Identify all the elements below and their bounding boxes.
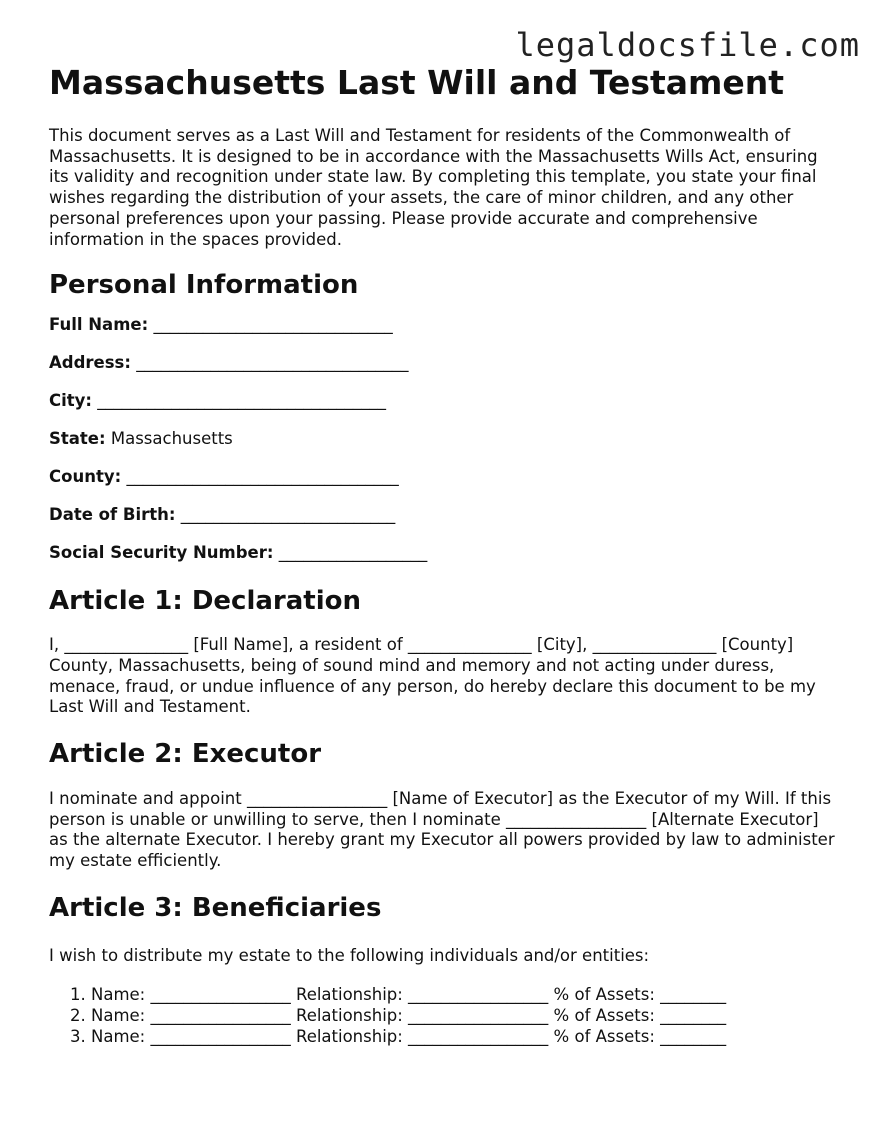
field-value: _________________________________ [126, 467, 399, 487]
beneficiary-list [49, 984, 849, 1047]
field-label: Address: [49, 353, 131, 373]
field-value: __________________ [278, 543, 428, 563]
document-title: Massachusetts Last Will and Testament [49, 63, 785, 102]
field-label: City: [49, 391, 93, 411]
field-value: Massachusetts [110, 429, 233, 449]
field-label: State: [49, 429, 106, 449]
address-field[interactable] [49, 353, 849, 391]
full-name-field[interactable] [49, 315, 849, 353]
list-item[interactable]: 1. Name: _________________ Relationship: _________________ % of Assets: ________ [70, 984, 727, 1004]
list-item[interactable]: 2. Name: _________________ Relationship: _________________ % of Assets: ________ [70, 1005, 727, 1025]
field-value: __________________________ [180, 505, 396, 525]
list-item[interactable]: 3. Name: _________________ Relationship: _________________ % of Assets: ________ [70, 1026, 727, 1046]
county-field[interactable] [49, 467, 849, 505]
field-label: Full Name: [49, 315, 149, 335]
article-3-heading: Article 3: Beneficiaries [49, 892, 382, 923]
state-field [49, 429, 849, 467]
article-3-text: I wish to distribute my estate to the following individuals and/or entities: [49, 945, 650, 965]
article-2-text: I nominate and appoint _________________ [Name of Executor] as the Executor of my Will. If this person is unable or unwilling to serve, then I nominate _________________ [Alternate Executor] as the alternate Executor. I hereby grant my Executor all powers provided by law to administer my estate efficiently. [49, 789, 835, 871]
article-1-text: I, _______________ [Full Name], a resident of _______________ [City], _______________ [County] County, Massachusetts, being of sound mind and memory and not acting under duress, menace, fraud, or undue influence of any person, do hereby declare this document to be my Last Will and Testament. [49, 635, 816, 717]
date-of-birth-field[interactable] [49, 505, 849, 543]
watermark: legaldocsfile.com [515, 26, 860, 64]
social-security-number-field[interactable] [49, 543, 849, 581]
field-label: County: [49, 467, 122, 487]
field-value: _____________________________ [153, 315, 393, 335]
field-value: _________________________________ [136, 353, 409, 373]
personal-information-heading: Personal Information [49, 270, 359, 301]
article-1-heading: Article 1: Declaration [49, 586, 361, 617]
field-label: Date of Birth: [49, 505, 176, 525]
city-field[interactable] [49, 391, 849, 429]
document-content [49, 62, 849, 1047]
article-2-heading: Article 2: Executor [49, 739, 322, 770]
field-label: Social Security Number: [49, 543, 274, 563]
intro-paragraph: This document serves as a Last Will and Testament for residents of the Commonwealth of Massachusetts. It is designed to be in accordance with the Massachusetts Wills Act, ensuring its validity and recognition under state law. By completing this template, you state your final wishes regarding the distribution of your assets, the care of minor children, and any other personal preferences upon your passing. Please provide accurate and comprehensive information in the spaces provided. [49, 126, 818, 249]
field-value: ___________________________________ [97, 391, 387, 411]
personal-fields [49, 315, 849, 581]
